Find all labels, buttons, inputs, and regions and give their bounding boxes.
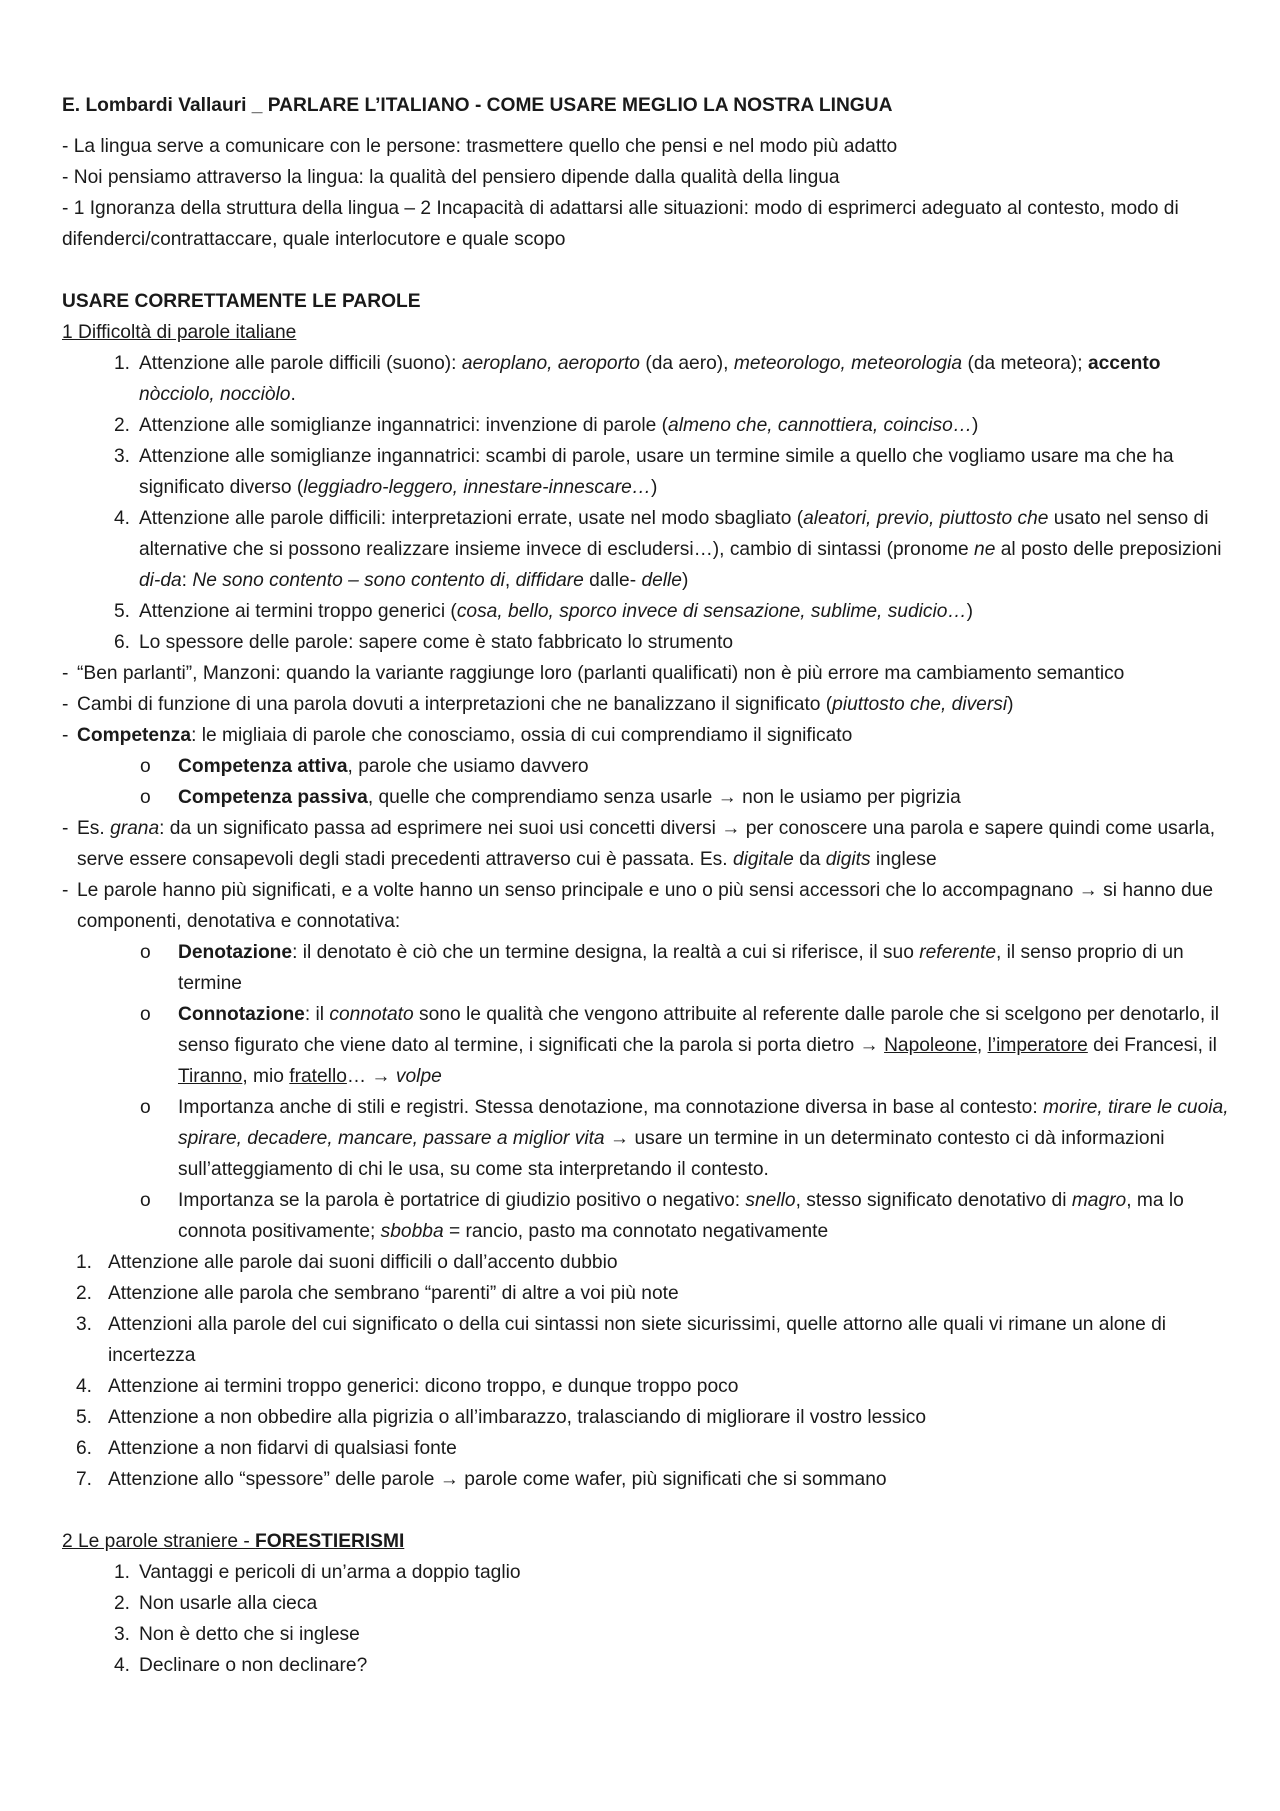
list-item [62,1247,1232,1278]
text-run: nòcciolo, nocciòlo [139,384,291,405]
list-item [62,1464,1232,1495]
text-run: delle [641,570,682,591]
text-run: ) [1007,694,1014,715]
text-run: Cambi di funzione di una parola dovuti a interpretazioni che ne banalizzano il significato ( [77,694,833,715]
text-run: grana [110,818,160,839]
text-run: dei Francesi, il [1087,1035,1217,1056]
list-marker: 2. [113,415,130,436]
text-run: (da aero), [639,353,734,374]
text-run: sbobba [380,1221,444,1242]
text-run: morire, tirare le cuoia, spirare, decadere, mancare, passare a miglior vita [178,1097,1229,1149]
section-title: USARE CORRETTAMENTE LE PAROLE [62,291,421,312]
list-item [62,751,1232,782]
text-run: usato nel senso di alternative che si possono realizzare insieme invece di escludersi…), cambio di sintassi (pronome [139,508,1209,560]
text-run: ) [650,477,658,498]
intro-block [62,131,1232,255]
dash-list [62,658,1232,751]
list-item [62,1402,1232,1433]
list-marker: 6. [75,1438,92,1459]
text-run: Declinare o non declinare? [139,1655,368,1676]
text-run: dalle- [583,570,642,591]
list-item [62,1433,1232,1464]
text-run: snello [745,1190,796,1211]
text-run: → usare un termine in un determinato contesto ci dà informazioni sull’atteggiamento di chi le usa, su come sta interpretando il contesto. [178,1128,1165,1180]
text-run: Importanza anche di stili e registri. Stessa denotazione, ma connotazione diversa in base al contesto: [178,1097,1043,1118]
text-run: : le migliaia di parole che conosciamo, ossia di cui comprendiamo il significato [191,725,853,746]
list-marker: 6. [113,632,130,653]
text-run: Attenzione alle parole difficili: interpretazioni errate, usate nel modo sbagliato ( [139,508,804,529]
text-run: magro [1071,1190,1127,1211]
list-marker: 3. [75,1314,92,1335]
intro-line: - 1 Ignoranza della struttura della lingua – 2 Incapacità di adattarsi alle situazioni: modo di esprimerci adeguato al contesto, modo di difenderci/contrattaccare, quale interlocutore e quale scopo [62,198,1179,250]
list-item [62,1650,1232,1681]
numbered-list [62,348,1232,658]
text-run: , quelle che comprendiamo senza usarle → non le usiamo per pigrizia [367,787,961,808]
text-run: Connotazione [178,1004,305,1025]
list-item [62,999,1232,1092]
text-run: , il senso proprio di un termine [178,942,1184,994]
text-run: accento [1087,353,1161,374]
text-run: Ne sono contento – sono contento di [192,570,505,591]
intro-line: - Noi pensiamo attraverso la lingua: la qualità del pensiero dipende dalla qualità della lingua [62,167,840,188]
text-run: Attenzioni alla parole del cui significato o della cui sintassi non siete sicurissimi, quelle attorno alle quali vi rimane un alone di incertezza [108,1314,1167,1366]
list-marker: o [140,1097,151,1118]
text-run: l’imperatore [987,1035,1088,1056]
text-run: Napoleone [884,1035,977,1056]
text-run: almeno che, cannottiera, coinciso… [668,415,973,436]
list-marker: - [62,880,69,901]
text-run: fratello [289,1066,347,1087]
list-item [62,1278,1232,1309]
text-run: al posto delle preposizioni [995,539,1222,560]
text-run: Non è detto che si inglese [139,1624,360,1645]
text-run: Competenza [77,725,192,746]
text-run: = rancio, pasto ma connotato negativamente [443,1221,829,1242]
text-run: : [181,570,193,591]
text-run: volpe [395,1066,442,1087]
list-marker: 3. [113,446,130,467]
list-item [62,348,1232,410]
list-item [62,1588,1232,1619]
text-run: diffidare [515,570,584,591]
text-run: Competenza attiva [178,756,348,777]
text-run: Attenzione ai termini troppo generici ( [139,601,457,622]
list-marker: 4. [113,1655,130,1676]
text-run: Attenzione alle parola che sembrano “parenti” di altre a voi più note [108,1283,679,1304]
text-run: , parole che usiamo davvero [347,756,589,777]
circle-list [62,751,1232,813]
list-marker: 3. [113,1624,130,1645]
text-run: cosa, bello, sporco invece di sensazione, sublime, sudicio… [456,601,967,622]
list-marker: o [140,1190,151,1211]
text-run: Denotazione [178,942,293,963]
text-run: … → [346,1066,396,1087]
list-marker: o [140,942,151,963]
text-run: Lo spessore delle parole: sapere come è stato fabbricato lo strumento [139,632,734,653]
list-marker: - [62,694,69,715]
section-subtitle: 1 Difficoltà di parole italiane [62,322,297,343]
text-run: ne [974,539,996,560]
list-marker: 4. [113,508,130,529]
list-marker: 5. [75,1407,92,1428]
text-run: referente [919,942,996,963]
list-item [62,813,1232,875]
text-run: . [290,384,296,405]
list-marker: 2. [75,1283,92,1304]
list-item [62,720,1232,751]
text-run: connotato [329,1004,414,1025]
text-run: di-da [139,570,182,591]
text-run: leggiadro-leggero, innestare-innescare… [303,477,651,498]
text-run: Attenzione allo “spessore” delle parole → parole come wafer, più significati che si sommano [108,1469,887,1490]
list-marker: 1. [113,1562,130,1583]
list-marker: - [62,818,69,839]
text-run: Attenzione alle parole dai suoni difficili o dall’accento dubbio [108,1252,618,1273]
text-run: Vantaggi e pericoli di un’arma a doppio taglio [139,1562,521,1583]
list-item [62,1619,1232,1650]
text-run: , ma lo connota positivamente; [178,1190,1184,1242]
section-subtitle-bold: FORESTIERISMI [255,1531,405,1552]
list-item [62,1309,1232,1371]
list-item [62,937,1232,999]
text-run: Le parole hanno più significati, e a volte hanno un senso principale e uno o più sensi accessori che lo accompagnano → si hanno due componenti, denotativa e connotativa: [77,880,1214,932]
text-run: inglese [870,849,937,870]
list-marker: 5. [113,601,130,622]
list-item [62,782,1232,813]
text-run: ) [972,415,979,436]
list-item [62,503,1232,596]
text-run: Attenzione alle somiglianze ingannatrici: invenzione di parole ( [139,415,669,436]
text-run: , [976,1035,988,1056]
text-run: “Ben parlanti”, Manzoni: quando la variante raggiunge loro (parlanti qualificati) non è più errore ma cambiamento semantico [77,663,1125,684]
text-run: Attenzione alle somiglianze ingannatrici: scambi di parole, usare un termine simile a quello che vogliamo usare ma che ha significato diverso ( [139,446,1174,498]
text-run: (da meteora); [962,353,1088,374]
text-run: meteorologo, meteorologia [733,353,963,374]
section-subtitle-text: 2 Le parole straniere - [62,1531,256,1552]
text-run: aeroplano, aeroporto [461,353,640,374]
list-item [62,627,1232,658]
text-run: ) [681,570,689,591]
text-run: ) [966,601,974,622]
numbered-list [62,1247,1232,1495]
list-marker: o [140,1004,151,1025]
list-marker: - [62,663,69,684]
text-run: digits [825,849,871,870]
text-run: : da un significato passa ad esprimere nei suoi usi concetti diversi → per conoscere una parola e sapere quindi come usarla, serve essere consapevoli degli stadi precedenti attraverso cui è passata. Es. [77,818,1216,870]
text-run: , stesso significato denotativo di [795,1190,1072,1211]
circle-list [62,937,1232,1247]
list-item [62,596,1232,627]
text-run: Non usarle alla cieca [139,1593,318,1614]
list-item [62,1557,1232,1588]
numbered-list [62,1557,1232,1681]
text-run: Attenzione alle parole difficili (suono): [139,353,462,374]
text-run: digitale [732,849,794,870]
list-item [62,658,1232,689]
list-marker: 2. [113,1593,130,1614]
list-item [62,689,1232,720]
section-subtitle [62,1526,1232,1557]
text-run: Attenzione a non fidarvi di qualsiasi fonte [108,1438,457,1459]
list-marker: 7. [75,1469,92,1490]
text-run: Competenza passiva [178,787,368,808]
text-run: , [504,570,516,591]
text-run: Importanza se la parola è portatrice di giudizio positivo o negativo: [178,1190,746,1211]
list-item [62,875,1232,937]
document-page [62,90,1232,1681]
list-marker: o [140,787,151,808]
text-run: Attenzione a non obbedire alla pigrizia o all’imbarazzo, tralasciando di migliorare il vostro lessico [108,1407,927,1428]
text-run: Tiranno [178,1066,243,1087]
text-run: Es. [77,818,111,839]
list-item [62,1185,1232,1247]
intro-line: - La lingua serve a comunicare con le persone: trasmettere quello che pensi e nel modo più adatto [62,136,898,157]
text-run: , mio [242,1066,290,1087]
dash-list [62,813,1232,937]
list-marker: 1. [113,353,130,374]
document-title: E. Lombardi Vallauri _ PARLARE L’ITALIANO - COME USARE MEGLIO LA NOSTRA LINGUA [62,95,893,116]
text-run: piuttosto che, diversi [832,694,1008,715]
text-run: sono le qualità che vengono attribuite al referente dalle parole che si scelgono per denotarlo, il senso figurato che viene dato al termine, i significati che la parola si porta dietro → [178,1004,1220,1056]
text-run: : il denotato è ciò che un termine designa, la realtà a cui si riferisce, il suo [292,942,920,963]
list-item [62,441,1232,503]
list-marker: 4. [75,1376,92,1397]
text-run: da [793,849,826,870]
text-run: Attenzione ai termini troppo generici: dicono troppo, e dunque troppo poco [108,1376,739,1397]
text-run: : il [304,1004,330,1025]
list-marker: o [140,756,151,777]
list-item [62,1371,1232,1402]
list-item [62,1092,1232,1185]
list-marker: - [62,725,69,746]
list-marker: 1. [75,1252,92,1273]
list-item [62,410,1232,441]
text-run: aleatori, previo, piuttosto che [803,508,1049,529]
